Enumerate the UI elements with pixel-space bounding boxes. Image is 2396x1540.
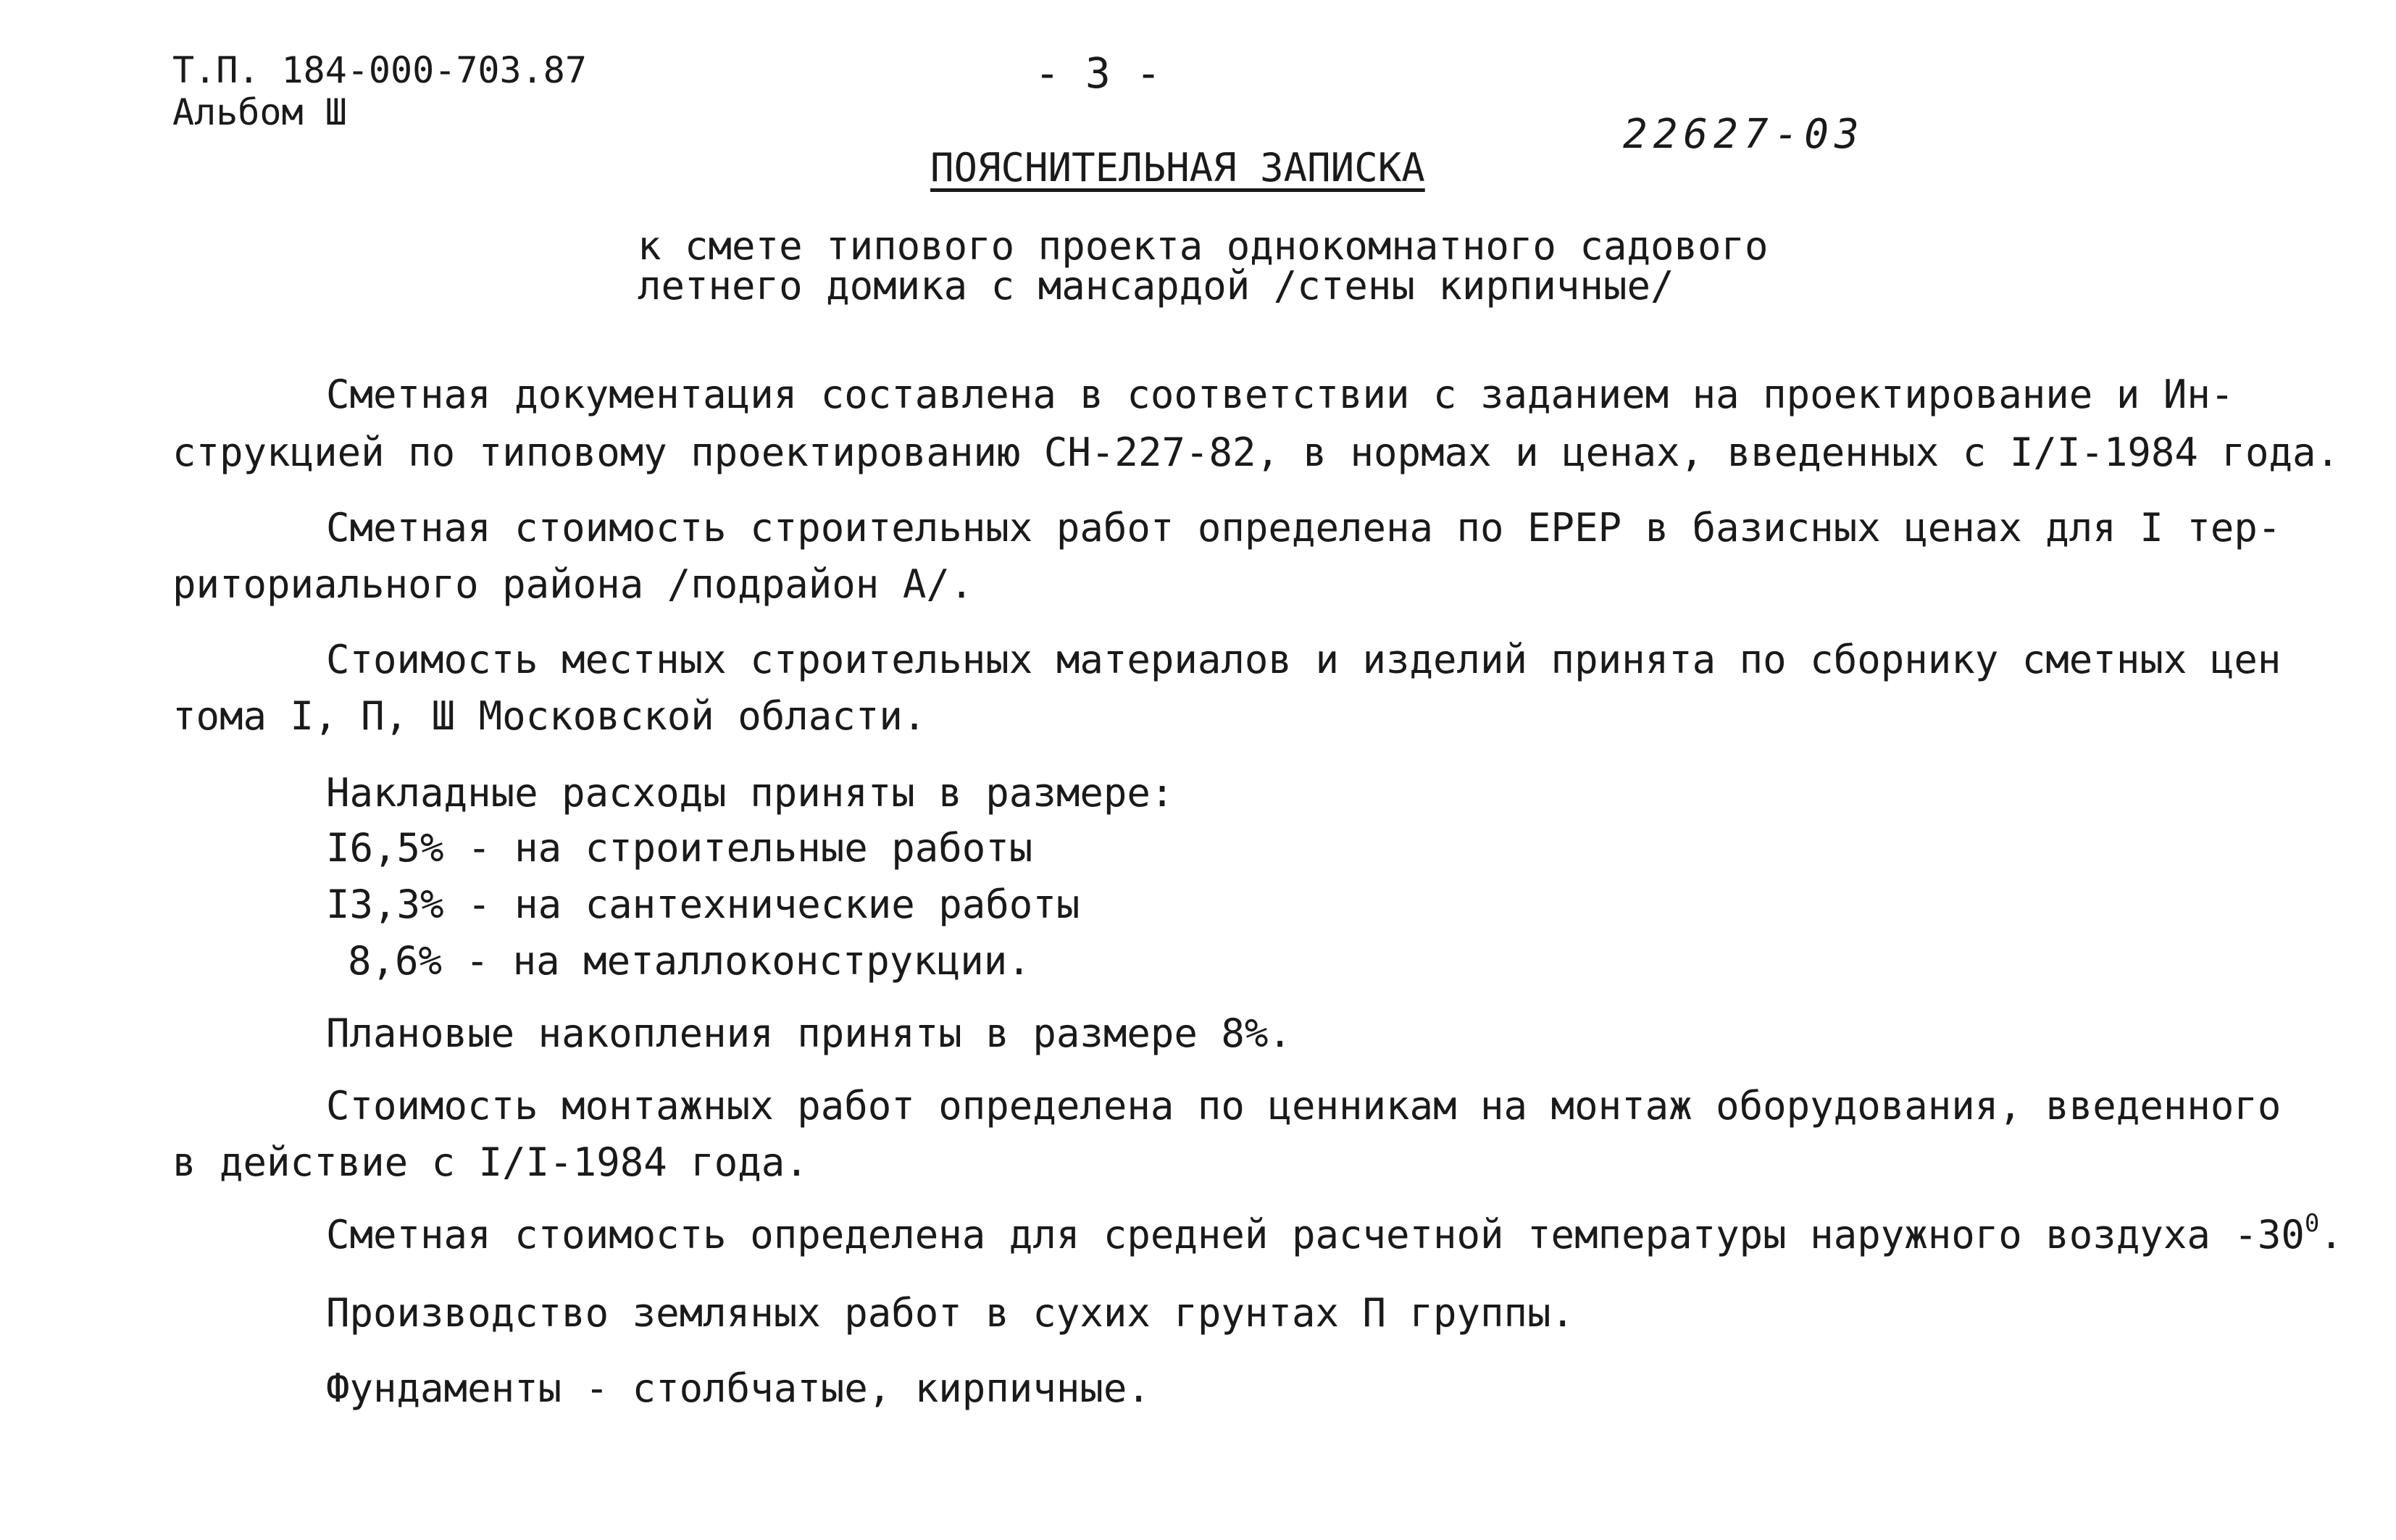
archive-number: 22627-03	[1623, 111, 1865, 158]
paragraph-2-line-1: Сметная стоимость строительных работ определена по ЕРЕР в базисных ценах для I тер-	[326, 505, 2282, 551]
paragraph-temperature	[326, 1209, 2343, 1257]
overhead-rate-plumbing: I3,3% - на сантехнические работы	[326, 882, 1080, 927]
paragraph-3-line-1: Стоимость местных строительных материалов и изделий принята по сборнику сметных цен	[326, 637, 2282, 682]
overhead-rate-metal: 8,6% - на металлоконструкции.	[348, 938, 1031, 984]
paragraph-2-line-2: риториального района /подрайон А/.	[172, 561, 974, 607]
overhead-rate-construction: I6,5% - на строительные работы	[326, 825, 1033, 871]
degree-superscript: 0	[2304, 1209, 2320, 1238]
page-number: - 3 -	[1035, 49, 1161, 98]
paragraph-1-line-2: струкцией по типовому проектированию СН-227-82, в нормах и ценах, введенных с I/I-1984 года.	[172, 430, 2339, 475]
paragraph-1-line-1: Сметная документация составлена в соответствии с заданием на проектирование и Ин-	[326, 372, 2234, 417]
subtitle-line-1: к смете типового проекта однокомнатного садового	[638, 223, 1769, 269]
document-title: ПОЯСНИТЕЛЬНАЯ ЗАПИСКА	[930, 145, 1425, 191]
document-code: Т.П. 184-000-703.87	[172, 49, 587, 91]
overhead-intro: Накладные расходы приняты в размере:	[326, 770, 1174, 816]
paragraph-earthworks: Производство земляных работ в сухих грунтах П группы.	[326, 1290, 1575, 1336]
paragraph-3-line-2: тома I, П, Ш Московской области.	[172, 693, 927, 739]
temperature-text: Сметная стоимость определена для средней расчетной температуры наружного воздуха -30	[326, 1212, 2305, 1257]
paragraph-planned-savings: Плановые накопления приняты в размере 8%.	[326, 1010, 1292, 1056]
paragraph-6-line-1: Стоимость монтажных работ определена по ценникам на монтаж оборудования, введенного	[326, 1083, 2282, 1129]
paragraph-foundations: Фундаменты - столбчатые, кирпичные.	[326, 1365, 1151, 1411]
paragraph-6-line-2: в действие с I/I-1984 года.	[172, 1139, 809, 1185]
subtitle-line-2: летнего домика с мансардой /стены кирпичные/	[638, 263, 1674, 309]
temperature-period: .	[2319, 1212, 2343, 1257]
album-label: Альбом Ш	[172, 91, 347, 133]
